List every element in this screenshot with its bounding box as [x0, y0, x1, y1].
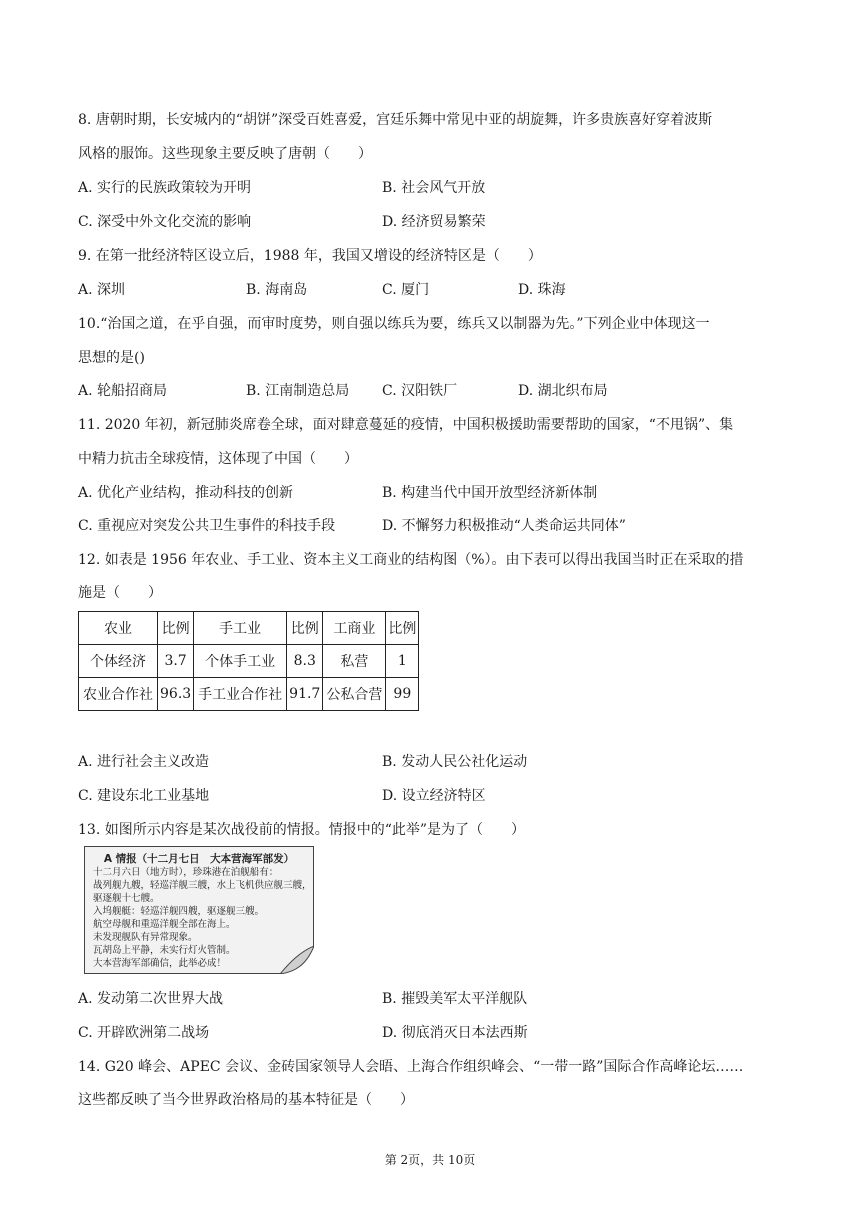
q12-stem-line2: 施是（ ）: [78, 585, 162, 601]
table-header-cell: 农业: [79, 612, 158, 645]
q10-option-c: C. 汉阳铁厂: [382, 383, 458, 399]
q12-option-c: C. 建设东北工业基地: [78, 788, 210, 804]
q8-stem-line2: 风格的服饰。这些现象主要反映了唐朝（ ）: [78, 146, 372, 162]
table-header-cell: 手工业: [194, 612, 287, 645]
q14-stem-line2: 这些都反映了当今世界政治格局的基本特征是（ ）: [78, 1092, 414, 1108]
q11-stem-line2: 中精力抗击全球疫情，这体现了中国（ ）: [78, 451, 358, 467]
q8-option-a: A. 实行的民族政策较为开明: [78, 180, 252, 196]
table-header-cell: 比例: [287, 612, 323, 645]
q13-stem: 13. 如图所示内容是某次战役前的情报。情报中的“此举”是为了（ ）: [78, 822, 526, 838]
table-row: [79, 645, 419, 678]
q11-option-b: B. 构建当代中国开放型经济新体制: [382, 485, 598, 501]
q10-option-d: D. 湖北织布局: [518, 383, 608, 399]
q8-stem-line1: 8. 唐朝时期，长安城内的“胡饼”深受百姓喜爱，宫廷乐舞中常见中亚的胡旋舞，许多贵族喜好穿着波斯: [78, 112, 713, 128]
intel-line: 十二月六日（地方时），珍珠港在泊舰船有：: [93, 867, 279, 878]
table-cell: 99: [386, 678, 419, 711]
intel-line: 未发现舰队有异常现象。: [93, 932, 198, 943]
q8-option-d: D. 经济贸易繁荣: [382, 214, 486, 230]
table-cell: 96.3: [158, 678, 194, 711]
q13-option-c: C. 开辟欧洲第二战场: [78, 1025, 210, 1041]
q8-option-c: C. 深受中外文化交流的影响: [78, 214, 252, 230]
table-cell: 91.7: [287, 678, 323, 711]
intelligence-report-image: [84, 846, 314, 974]
q11-option-c: C. 重视应对突发公共卫生事件的科技手段: [78, 518, 336, 534]
intel-line: 大本营海军部确信，此举必成！: [93, 958, 227, 969]
q8-option-b: B. 社会风气开放: [382, 180, 486, 196]
q13-option-b: B. 摧毁美军太平洋舰队: [382, 991, 528, 1007]
q9-option-d: D. 珠海: [518, 282, 566, 298]
table-header-cell: 比例: [386, 612, 419, 645]
table-header-row: [79, 612, 419, 645]
intel-line: 瓦胡岛上平静，未实行灯火管制。: [93, 945, 236, 956]
q10-stem-line2: 思想的是(): [78, 350, 145, 366]
table-cell: 手工业合作社: [194, 678, 287, 711]
table-header-cell: 比例: [158, 612, 194, 645]
table-cell: 公私合营: [323, 678, 386, 711]
table-header-cell: 工商业: [323, 612, 386, 645]
q10-stem-line1: 10.“治国之道，在乎自强，而审时度势，则自强以练兵为要，练兵又以制器为先。”下列企业中体现这一: [78, 316, 710, 332]
q14-stem-line1: 14. G20 峰会、APEC 会议、金砖国家领导人会晤、上海合作组织峰会、“一带一路”国际合作高峰论坛……: [78, 1059, 744, 1075]
economy-structure-table: [78, 611, 419, 711]
intel-line: 战列舰九艘，轻巡洋舰三艘，水上飞机供应舰三艘，: [93, 880, 312, 891]
intel-line: 航空母舰和重巡洋舰全部在海上。: [93, 919, 236, 930]
q11-option-a: A. 优化产业结构，推动科技的创新: [78, 485, 294, 501]
q9-stem: 9. 在第一批经济特区设立后，1988 年，我国又增设的经济特区是（ ）: [78, 248, 542, 264]
q9-option-c: C. 厦门: [382, 282, 430, 298]
q12-stem-line1: 12. 如表是 1956 年农业、手工业、资本主义工商业的结构图（%）。由下表可以得出我国当时正在采取的措: [78, 552, 744, 568]
table-cell: 个体手工业: [194, 645, 287, 678]
q10-option-b: B. 江南制造总局: [246, 383, 350, 399]
q10-option-a: A. 轮船招商局: [78, 383, 168, 399]
q11-stem-line1: 11. 2020 年初，新冠肺炎席卷全球，面对肆意蔓延的疫情，中国积极援助需要帮助的国家，“不甩锅”、集: [78, 417, 734, 433]
intel-line: 入坞舰艇：轻巡洋舰四艘，驱逐舰三艘。: [93, 906, 265, 917]
q12-option-a: A. 进行社会主义改造: [78, 754, 210, 770]
q9-option-a: A. 深圳: [78, 282, 126, 298]
intel-title: A 情报（十二月七日 大本营海军部发）: [103, 853, 295, 865]
table-row: [79, 678, 419, 711]
table-cell: 1: [386, 645, 419, 678]
table-cell: 3.7: [158, 645, 194, 678]
q13-option-d: D. 彻底消灭日本法西斯: [382, 1025, 528, 1041]
table-cell: 个体经济: [79, 645, 158, 678]
q11-option-d: D. 不懈努力积极推动“人类命运共同体”: [382, 518, 626, 534]
q12-option-d: D. 设立经济特区: [382, 788, 486, 804]
q13-option-a: A. 发动第二次世界大战: [78, 991, 224, 1007]
table-cell: 8.3: [287, 645, 323, 678]
q12-option-b: B. 发动人民公社化运动: [382, 754, 528, 770]
q9-option-b: B. 海南岛: [246, 282, 308, 298]
page-curl-icon: [280, 946, 314, 974]
table-cell: 私营: [323, 645, 386, 678]
page-number-footer: 第 2页，共 10页: [384, 1153, 476, 1167]
intel-line: 驱逐舰十七艘。: [93, 893, 160, 904]
table-cell: 农业合作社: [79, 678, 158, 711]
